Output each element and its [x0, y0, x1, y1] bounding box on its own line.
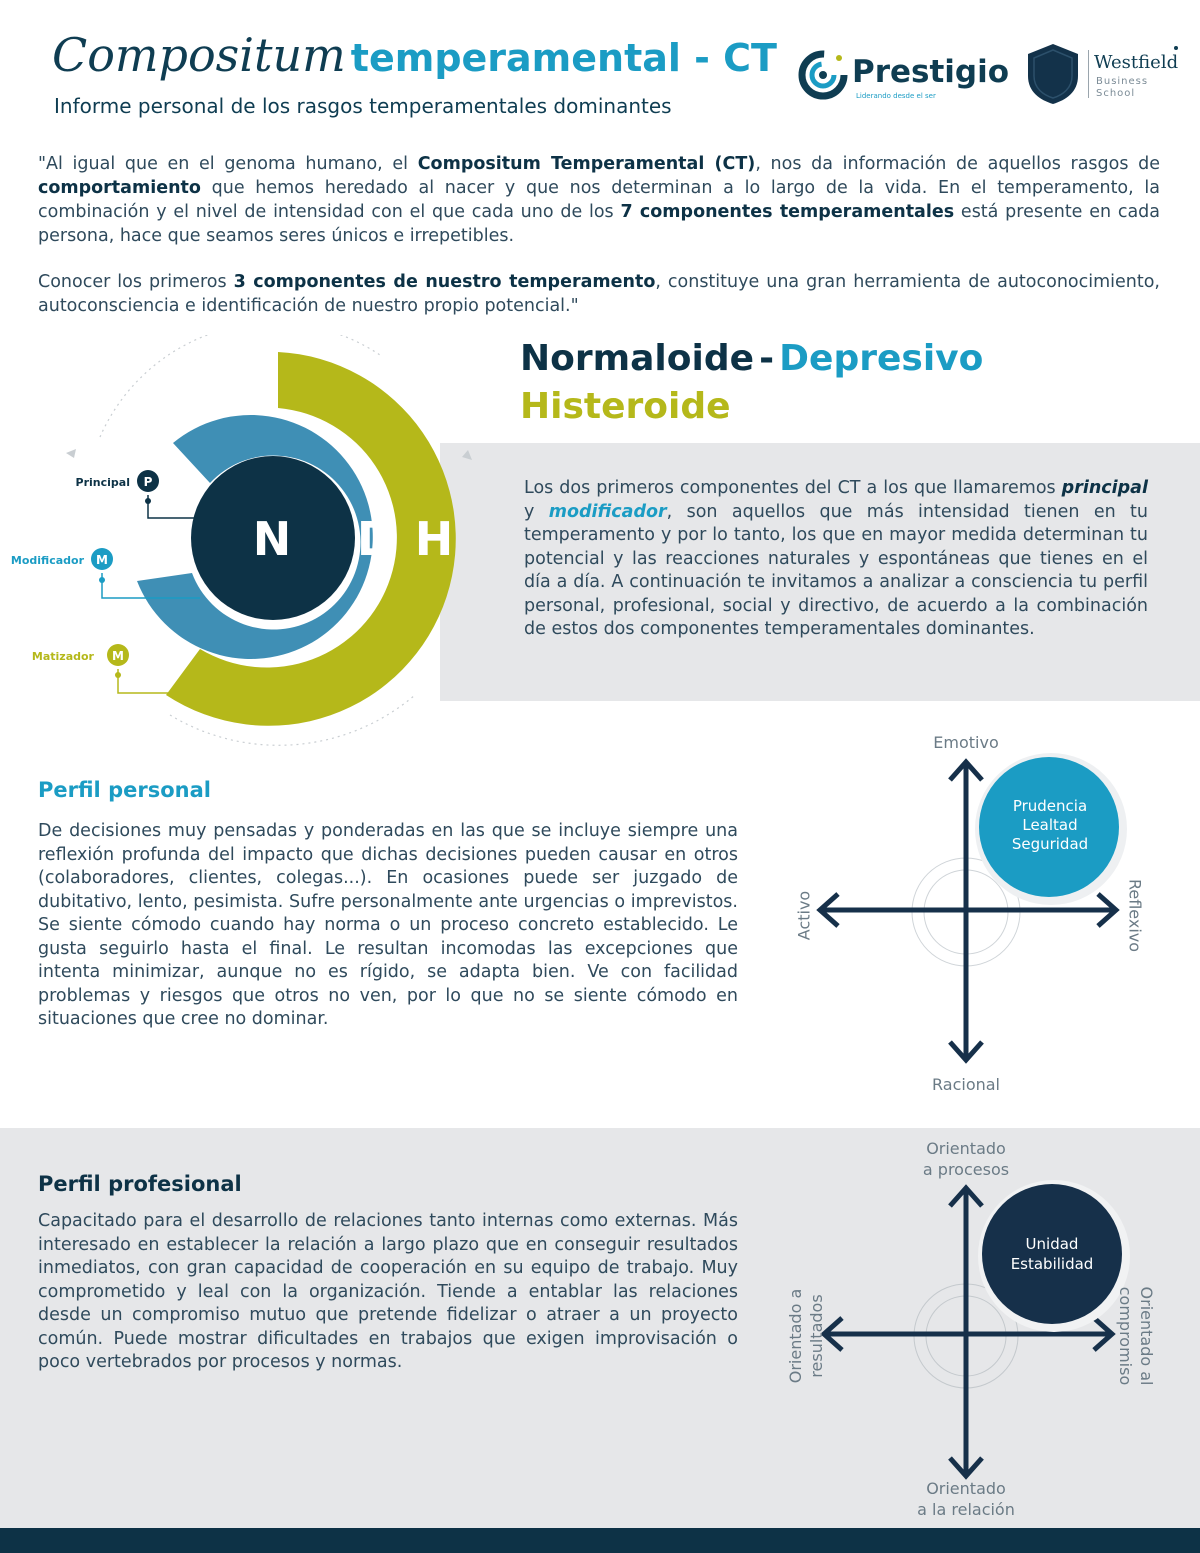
axis-label-line: resultados [807, 1294, 826, 1378]
axis-label-line: compromiso [1116, 1286, 1135, 1386]
component-3: Histeroide [520, 386, 731, 427]
connector-dot [145, 498, 151, 504]
perfil-personal-title: Perfil personal [38, 778, 211, 802]
guide-arrow [462, 450, 472, 460]
perfil-profesional-title: Perfil profesional [38, 1172, 242, 1196]
intro-bold: comportamiento [38, 178, 201, 198]
axis-label-reflexivo: Reflexivo [1125, 878, 1145, 953]
explanation-part: Los dos primeros componentes del CT a los que llamaremos [524, 478, 1062, 498]
explanation-text [524, 477, 1148, 642]
letter-h: H [414, 512, 454, 566]
intro-bold: Compositum Temperamental (CT) [417, 154, 756, 174]
intro-bold: 3 componentes de nuestro temperamento [233, 272, 656, 292]
report-title [52, 28, 777, 82]
label-principal: Principal [75, 476, 130, 489]
intro-paragraph-2 [38, 270, 1160, 318]
intro-text: Conocer los primeros [38, 272, 234, 292]
westfield-logo [1024, 42, 1184, 108]
axis-label-procesos [896, 1138, 1036, 1180]
term-modificador: modificador [548, 501, 667, 522]
trait-seguridad: Seguridad [1011, 835, 1089, 853]
axis-label-racional: Racional [932, 1075, 1000, 1094]
explanation-part: , son aquellos que más intensidad tienen en tu temperamento y por lo tanto, los que en mayor medida determinan tu potencial y las reacciones naturales y espontáneas que tienes en el día a día. A continuación te invitamos a analizar a consciencia tu perfil personal, profesional, social y directivo, de acuerdo a la combinación de estos dos componentes temperamentales dominantes. [524, 501, 1149, 639]
intro-text: , nos da información de aquellos rasgos de [755, 154, 1161, 174]
westfield-divider [1088, 50, 1089, 98]
trait-estabilidad: Estabilidad [1010, 1255, 1094, 1273]
term-principal: principal [1061, 478, 1148, 498]
westfield-sub-1: Business [1096, 76, 1149, 87]
title-main: temperamental - CT [350, 36, 777, 80]
label-modificador: Modificador [10, 554, 84, 567]
shield-icon [1024, 42, 1082, 106]
component-2: Depresivo [779, 338, 984, 379]
trait-prudencia: Prudencia [1012, 797, 1088, 815]
axis-label-line: Orientado a [786, 1288, 805, 1384]
axis-label-line: a la relación [917, 1500, 1015, 1519]
footer-bar [0, 1528, 1200, 1553]
label-matizador: Matizador [31, 650, 94, 663]
trait-unidad: Unidad [1025, 1235, 1079, 1253]
badge-modificador-letter: M [96, 553, 108, 567]
connector-principal [148, 495, 200, 518]
intro-paragraph-1 [38, 152, 1160, 248]
temperament-diagram [0, 335, 480, 755]
badge-matizador-letter: M [112, 649, 124, 663]
intro-bold: 7 componentes temperamentales [620, 202, 955, 222]
connector-dot [115, 672, 121, 678]
professional-traits [990, 1234, 1114, 1274]
intro-text: está presente en cada persona, hace que seamos seres únicos e irrepetibles. [38, 202, 1161, 246]
component-1: Normaloide [520, 338, 755, 379]
badge-principal-letter: P [143, 475, 153, 489]
report-subtitle: Informe personal de los rasgos temperamentales dominantes [54, 94, 672, 118]
axis-label-line: Orientado [926, 1479, 1006, 1498]
axis-label-line: Orientado al [1137, 1286, 1156, 1386]
prestigio-icon [798, 50, 848, 100]
prestigio-tagline: Liderando desde el ser [856, 92, 936, 100]
guide-arrow [66, 449, 76, 458]
component-separator: - [759, 338, 775, 379]
westfield-sub-2: School [1096, 88, 1136, 99]
explanation-part: y [524, 501, 549, 522]
intro-text: que hemos heredado al nacer y que nos determinan a lo largo de la vida. En el temperamento, la combinación y el nivel de intensidad con el que cada uno de los [38, 178, 1160, 222]
intro-text: , constituye una gran herramienta de autoconocimiento, autoconsciencia e identificación de nuestro propio potencial." [38, 272, 1160, 316]
axis-label-resultados [785, 1266, 827, 1406]
axis-label-compromiso [1115, 1266, 1157, 1406]
title-script: Compositum [52, 28, 346, 82]
result-line-1 [520, 338, 983, 379]
westfield-dot [1174, 46, 1178, 50]
perfil-profesional-text: Capacitado para el desarrollo de relaciones tanto internas como externas. Más interesado en establecer la relación a largo plazo que en conseguir resultados inmediatos, con gran capacidad de cooperación en su equipo de trabajo. Muy comprometido y leal con la organización. Tiende a entablar las relaciones desde un compromiso mutuo que pretende fidelizar o atraer a un proyecto común. Puede mostrar dificultades en trabajos que exigen improvisación o poco vertebrados por procesos y normas. [38, 1211, 738, 1372]
westfield-name: Westfield [1094, 52, 1179, 73]
perfil-personal-text: De decisiones muy pensadas y ponderadas en las que se incluye siempre una reflexión profunda del impacto que dichas decisiones pueden causar en otros (colaboradores, clientes, colegas...). En ocasiones puede ser juzgado de dubitativo, lento, pesimista. Sufre personalmente ante urgencias o imprevistos. Se siente cómodo cuando hay norma o un proceso concreto establecido. Le gusta seguirlo hasta el final. Le resultan incomodas las excepciones que intenta minimizar, aunque no es rígido, se adapta bien. Ve con facilidad problemas y riesgos que otros no ven, por lo que no se siente cómodo en situaciones que cree no dominar. [38, 821, 738, 1029]
axis-label-line: Orientado [926, 1139, 1006, 1158]
letter-n: N [252, 512, 292, 566]
axis-label-emotivo: Emotivo [933, 733, 999, 752]
letter-d: D [356, 512, 396, 566]
trait-lealtad: Lealtad [1022, 816, 1078, 834]
axis-label-line: a procesos [922, 1160, 1010, 1179]
prestigio-logo [798, 48, 1010, 104]
prestigio-name: Prestigio [852, 54, 1010, 90]
axis-label-relacion [896, 1478, 1036, 1520]
personal-traits [988, 797, 1112, 854]
connector-dot [99, 577, 105, 583]
intro-text: "Al igual que en el genoma humano, el [38, 154, 418, 174]
axis-label-activo: Activo [794, 890, 814, 941]
